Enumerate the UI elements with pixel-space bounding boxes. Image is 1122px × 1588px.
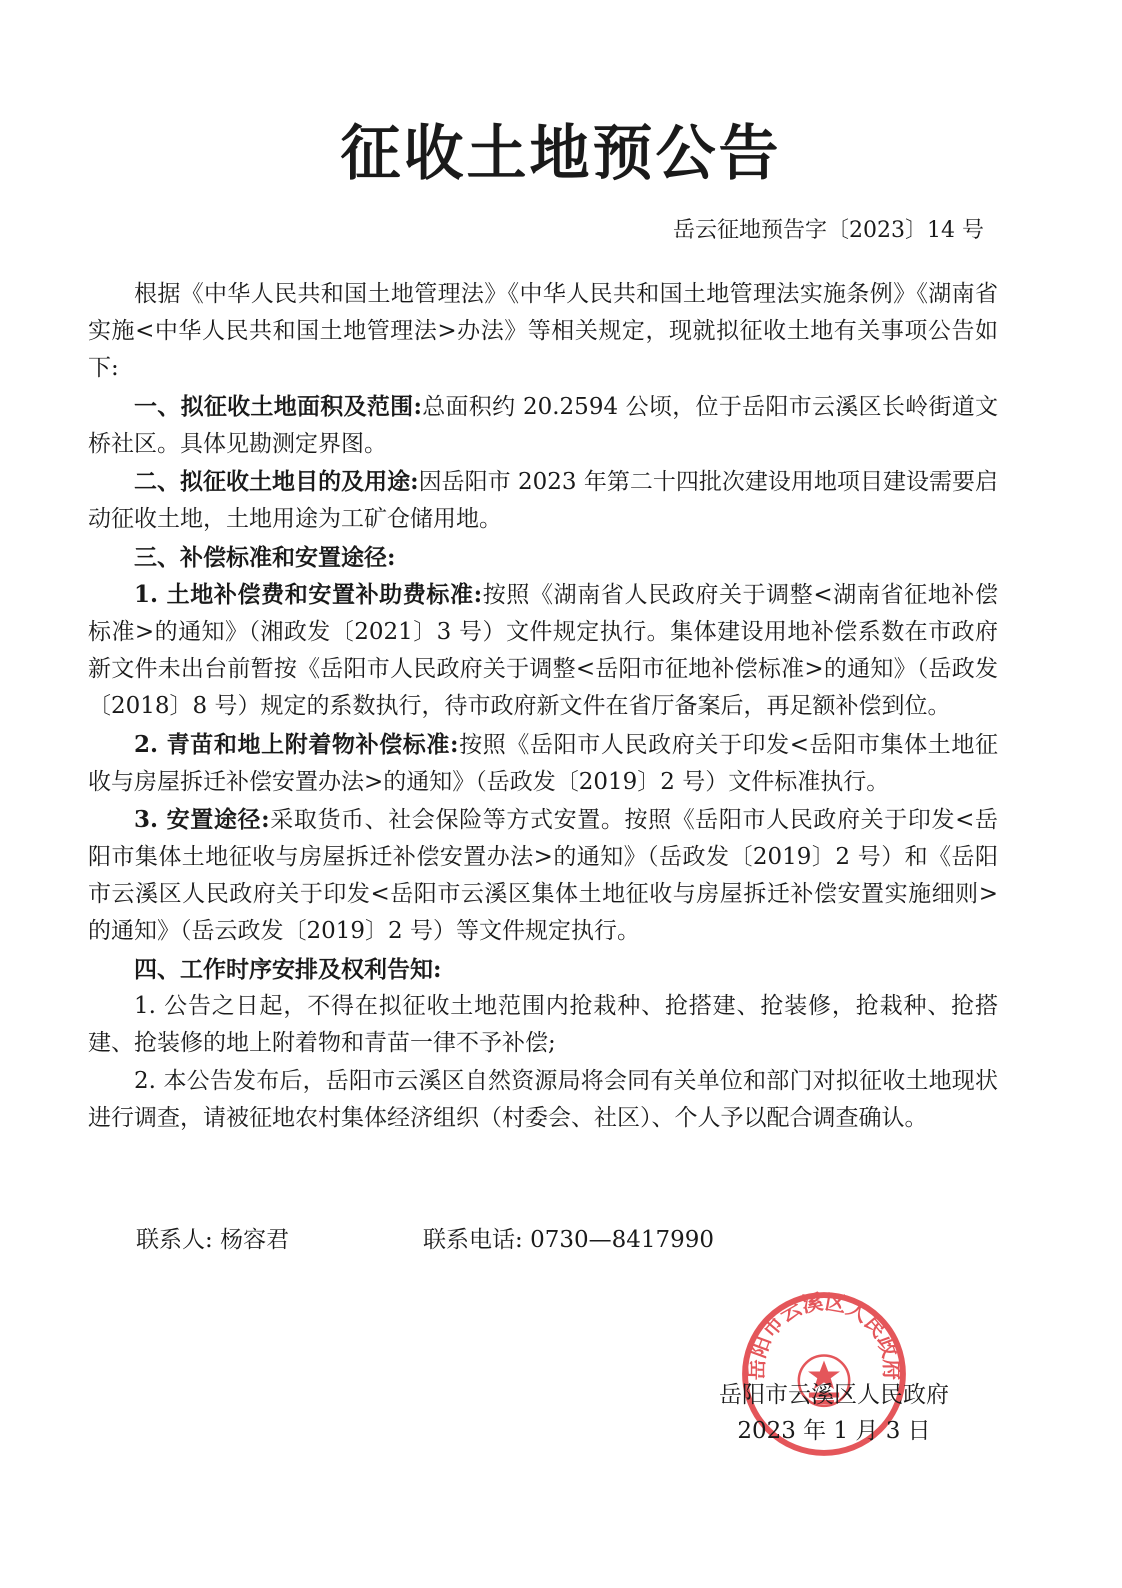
contact-person: [136, 1224, 289, 1256]
signature-date: 2023 年 1 月 3 日: [737, 1418, 931, 1444]
section-2: [88, 463, 998, 538]
contact-person-label: 联系人:: [136, 1227, 213, 1253]
section-3-heading: 三、补偿标准和安置途径:: [134, 543, 396, 571]
contact-phone-label: 联系电话:: [423, 1227, 523, 1253]
section-4-item-2: 2. 本公告发布后，岳阳市云溪区自然资源局将会同有关单位和部门对拟征收土地现状进行调查，请被征地农村集体经济组织（村委会、社区）、个人予以配合调查确认。: [88, 1067, 998, 1131]
document-title: 征收土地预公告: [340, 119, 782, 189]
intro-paragraph: 根据《中华人民共和国土地管理法》《中华人民共和国土地管理法实施条例》《湖南省实施<中华人民共和国土地管理法>办法》等相关规定，现就拟征收土地有关事项公告如下:: [88, 281, 998, 381]
contact-person-name: 杨容君: [220, 1227, 290, 1253]
section-3-item-1-text: 按照《湖南省人民政府关于调整<湖南省征地补偿标准>的通知》（湘政发〔2021〕3 号）文件规定执行。集体建设用地补偿系数在市政府新文件未出台前暂按《岳阳市人民政府关于调整<岳阳市征地补偿标准>的通知》（岳政发〔2018〕8 号）规定的系数执行，待市政府新文件在省厅备案后，再足额补偿到位。: [88, 582, 998, 719]
section-3-item-2-text: 按照《岳阳市人民政府关于印发<岳阳市集体土地征收与房屋拆迁补偿安置办法>的通知》（岳政发〔2019〕2 号）文件标准执行。: [88, 731, 998, 795]
contact-phone-number: 0730—8417990: [530, 1227, 715, 1253]
section-4-heading: 四、工作时序安排及权利告知:: [134, 955, 442, 983]
document-number: 岳云征地预告字〔2023〕14 号: [673, 218, 984, 243]
section-1: [88, 388, 998, 463]
section-1-text: 总面积约 20.2594 公顷，位于岳阳市云溪区长岭街道文桥社区。具体见勘测定界图。: [88, 393, 998, 457]
seal-text-path: 岳阳市云溪区人民政府: [744, 1290, 904, 1381]
section-3-item-2: [88, 726, 998, 801]
document-body: [88, 276, 998, 1137]
section-2-heading: 二、拟征收土地目的及用途:: [134, 468, 419, 495]
section-3-item-1-label: 1. 土地补偿费和安置补助费标准:: [134, 581, 483, 608]
section-3-item-3-text: 采取货币、社会保险等方式安置。按照《岳阳市人民政府关于印发<岳阳市集体土地征收与房屋拆迁补偿安置办法>的通知》（岳政发〔2019〕2 号）和《岳阳市云溪区人民政府关于印发<岳阳市云溪区集体土地征收与房屋拆迁补偿安置实施细则>的通知》（岳云政发〔2019〕2 号）等文件规定执行。: [88, 807, 998, 944]
signature-org: 岳阳市云溪区人民政府: [719, 1382, 949, 1408]
signature-block: [704, 1377, 964, 1449]
section-2-text: 因岳阳市 2023 年第二十四批次建设用地项目建设需要启动征收土地，土地用途为工矿仓储用地。: [88, 469, 998, 532]
section-1-heading: 一、拟征收土地面积及范围:: [134, 392, 422, 420]
contact-phone: [423, 1224, 714, 1256]
section-3-item-2-label: 2. 青苗和地上附着物补偿标准:: [134, 730, 459, 758]
section-3-item-1: [88, 576, 998, 725]
section-4-item-1: 1. 公告之日起，不得在拟征收土地范围内抢栽种、抢搭建、抢装修，抢栽种、抢搭建、抢装修的地上附着物和青苗一律不予补偿;: [88, 993, 998, 1056]
section-3-item-3-label: 3. 安置途径:: [134, 806, 270, 833]
section-3-item-3: [88, 801, 998, 950]
